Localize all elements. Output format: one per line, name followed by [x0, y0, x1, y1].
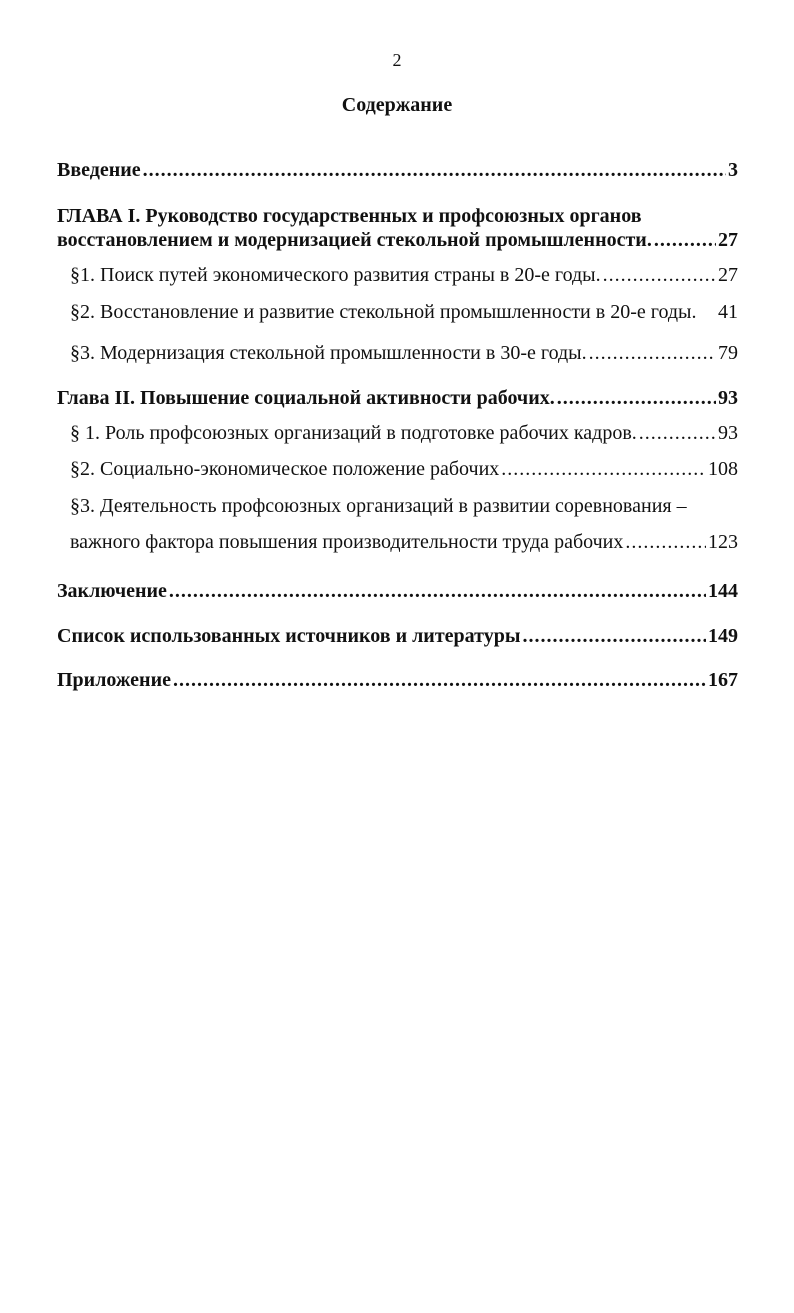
toc-entry-page: 79 — [718, 342, 738, 364]
toc-entry-title-line2: восстановлением и модернизацией стекольной промышленности. — [57, 229, 652, 251]
toc-heading: Содержание — [341, 94, 453, 116]
toc-entry-title-line2: важного фактора повышения производительности труда рабочих — [70, 531, 624, 553]
toc-entry-chapter-2 — [57, 386, 738, 410]
toc-entry-title: §3. Модернизация стекольной промышленности в 30-е годы. — [70, 342, 587, 364]
toc-entry-title-line1: ГЛАВА I. Руководство государственных и профсоюзных органов — [57, 205, 642, 227]
dot-leader — [143, 158, 726, 182]
dot-leader — [173, 668, 706, 692]
toc-entry-page: 123 — [708, 531, 738, 553]
toc-entry-section-2-1 — [70, 421, 738, 445]
toc-entry-title: Введение — [57, 159, 141, 181]
dot-leader — [501, 457, 706, 481]
dot-leader — [625, 530, 706, 554]
toc-entry-section-1-2 — [70, 300, 738, 324]
toc-entry-title: §2. Восстановление и развитие стекольной промышленности в 20-е годы. — [70, 301, 697, 323]
toc-entry-page: 93 — [718, 387, 738, 409]
toc-entry-section-1-1 — [70, 263, 738, 287]
dot-leader — [589, 341, 716, 365]
toc-entry-title: §2. Социально-экономическое положение рабочих — [70, 458, 500, 480]
toc-entry-title-line1: §3. Деятельность профсоюзных организаций в развитии соревнования – — [70, 495, 687, 517]
toc-entry-page: 108 — [708, 458, 738, 480]
dot-leader — [522, 624, 706, 648]
toc-entry-title: Приложение — [57, 669, 171, 691]
dot-leader — [169, 579, 706, 603]
toc-entry-chapter-1 — [57, 204, 738, 252]
toc-entry-page: 27 — [718, 264, 738, 286]
page-number: 2 — [392, 50, 402, 70]
dot-leader — [603, 263, 716, 287]
toc-entry-section-1-3 — [70, 341, 738, 365]
toc-entry-title: Заключение — [57, 580, 167, 602]
toc-entry-title: § 1. Роль профсоюзных организаций в подготовке рабочих кадров. — [70, 422, 637, 444]
toc-entry-title: Глава II. Повышение социальной активности рабочих. — [57, 387, 555, 409]
toc-entry-page: 41 — [718, 301, 738, 323]
toc-entry-page: 167 — [708, 669, 738, 691]
toc-entry-appendix — [57, 668, 738, 692]
toc-entry-conclusion — [57, 579, 738, 603]
toc-entry-section-2-3 — [70, 494, 738, 554]
dot-leader — [654, 228, 716, 252]
toc-entry-title: Список использованных источников и литературы — [57, 625, 521, 647]
toc-entry-sources — [57, 624, 738, 648]
toc-entry-section-2-2 — [70, 457, 738, 481]
toc-entry-page: 93 — [718, 422, 738, 444]
toc-entry-introduction — [57, 158, 738, 182]
dot-leader — [639, 421, 716, 445]
dot-leader — [557, 386, 716, 410]
toc-entry-page: 144 — [708, 580, 738, 602]
toc-entry-page: 27 — [718, 229, 738, 251]
toc-entry-page: 149 — [708, 625, 738, 647]
toc-entry-title: §1. Поиск путей экономического развития страны в 20-е годы. — [70, 264, 601, 286]
toc-entry-page: 3 — [728, 159, 738, 181]
